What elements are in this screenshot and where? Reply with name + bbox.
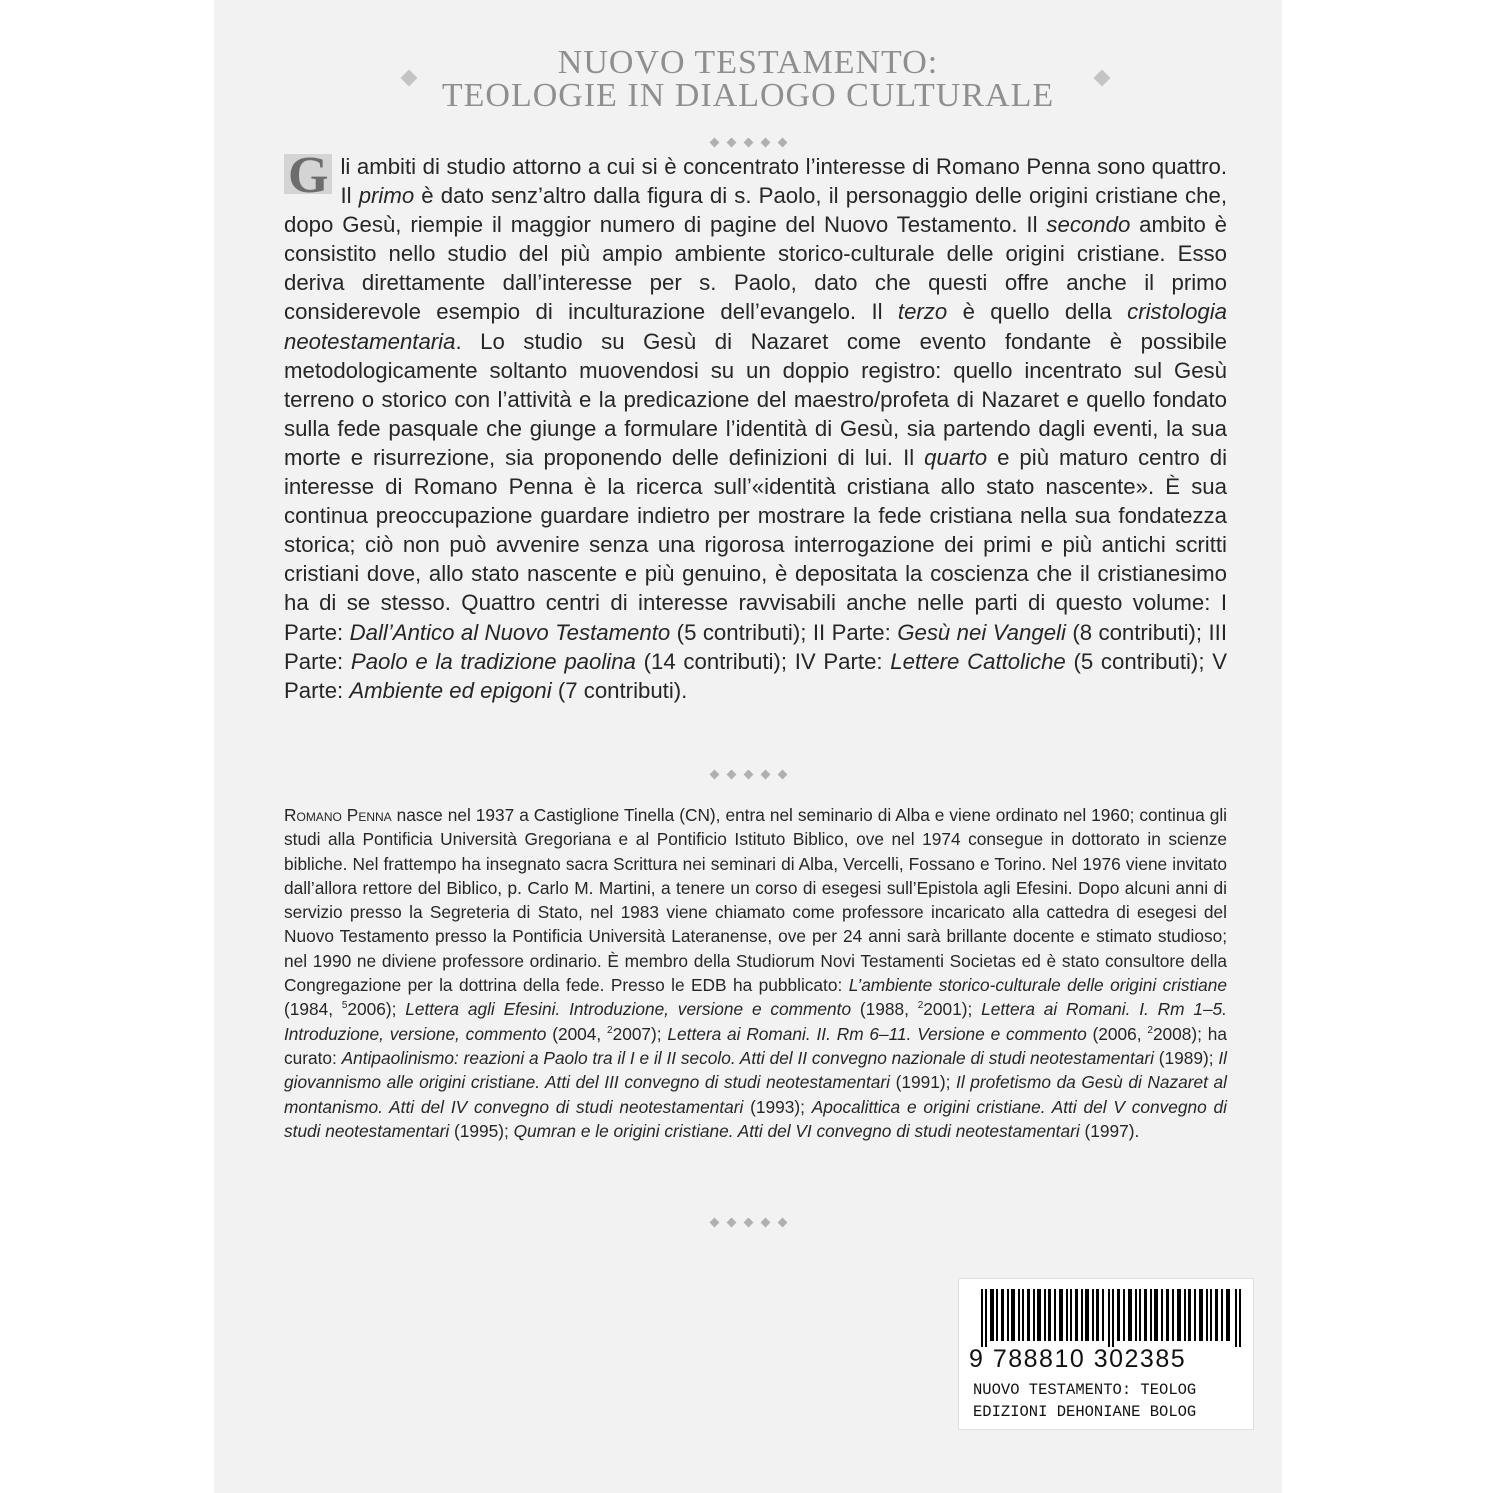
ornament-divider-middle [214, 767, 1282, 781]
ornament-divider-top [214, 135, 1282, 149]
title-line-1: NUOVO TESTAMENTO: [557, 44, 939, 81]
isbn-number: 9 788810 302385 [969, 1345, 1187, 1373]
label-publisher-line: EDIZIONI DEHONIANE BOLOG [973, 1403, 1197, 1421]
diamond-icon [709, 137, 719, 147]
diamond-icon [760, 137, 770, 147]
diamond-icon [709, 1217, 719, 1227]
barcode-sticker [958, 1278, 1254, 1430]
diamond-icon [726, 137, 736, 147]
ornament-divider-bottom [214, 1215, 1282, 1229]
barcode-icon [981, 1289, 1249, 1347]
diamond-icon [726, 1217, 736, 1227]
diamond-icon [777, 1217, 787, 1227]
label-title-line: NUOVO TESTAMENTO: TEOLOG [973, 1381, 1197, 1399]
diamond-icon [760, 1217, 770, 1227]
author-bio: Romano Penna nasce nel 1937 a Castiglione Tinella (CN), entra nel seminario di Alba e viene ordinato nel 1960; continua gli studi alla Pontificia Università Gregoriana e al Pontificio Istituto Biblico, ove nel 1974 consegue in dottorato in scienze bibliche. Nel frattempo ha insegnato sacra Scrittura nei seminari di Alba, Vercelli, Fossano e Torino. Nel 1976 viene invitato dall’allora rettore del Biblico, p. Carlo M. Martini, a tenere un corso di esegesi sull’Epistola agli Efesini. Dopo alcuni anni di servizio presso la Segreteria di Stato, nel 1983 viene chiamato come professore incaricato alla cattedra di esegesi del Nuovo Testamento presso la Pontificia Università Lateranense, ove per 24 anni sarà brillante docente e stimato studioso; nel 1990 ne diviene professore ordinario. È membro della Studiorum Novi Testamenti Societas ed è stato consultore della Congregazione per la dottrina della fede. Presso le EDB ha pubblicato: L’ambiente storico-culturale delle origini cristiane (1984, $^5$2006); Lettera agli Efesini. Introduzione, versione e commento (1988, $^2$2001); Lettera ai Romani. I. Rm 1–5. Introduzione, versione, commento (2004, $^2$2007); Lettera ai Romani. II. Rm 6–11. Versione e commento (2006, $^2$2008); ha curato: Antipaolinismo: reazioni a Paolo tra il I e il II secolo. Atti del II convegno nazionale di studi neotestamentari (1989); Il giovannismo alle origini cristiane. Atti del III convegno di studi neotestamentari (1991); Il profetismo da Gesù di Nazaret al montanismo. Atti del IV convegno di studi neotestamentari (1993); Apocalittica e origini cristiane. Atti del V convegno di studi neotestamentari (1995); Qumran e le origini cristiane. Atti del VI convegno di studi neotestamentari (1997). [284, 805, 1228, 1141]
diamond-icon [743, 137, 753, 147]
drop-cap: G [284, 154, 332, 194]
title-line-2: TEOLOGIE IN DIALOGO CULTURALE [441, 77, 1055, 114]
diamond-icon [777, 137, 787, 147]
diamond-icon [726, 769, 736, 779]
book-back-cover [214, 0, 1282, 1493]
intro-paragraph: G li ambiti di studio attorno a cui si è concentrato l’interesse di Romano Penna sono quattro. Il primo è dato senz’altro dalla figura di s. Paolo, il personaggio delle origini cristiane che, dopo Gesù, riempie il maggior numero di pagine del Nuovo Testamento. Il secondo ambito è consistito nello studio del più ampio ambiente storico-culturale delle origini cristiane. Esso deriva direttamente dall’interesse per s. Paolo, dato che questi offre anche il primo considerevole esempio di inculturazione dell’evangelo. Il terzo è quello della cristologia neotestamentaria. Lo studio su Gesù di Nazaret come evento fondante è possibile metodologicamente soltanto muovendosi su un doppio registro: quello incentrato sul Gesù terreno o storico con l’attività e la predicazione del maestro/profeta di Nazaret e quello fondato sulla fede pasquale che giunge a formulare l’identità di Gesù, sia partendo dagli eventi, la sua morte e risurrezione, sia proponendo delle definizioni di lui. Il quarto e più maturo centro di interesse di Romano Penna è la ricerca sull’«identità cristiana allo stato nascente». È sua continua preoccupazione guardare indietro per mostrare la fede cristiana nella sua fondatezza storica; ciò non può avvenire senza una rigorosa interrogazione dei primi e più antichi scritti cristiani dove, allo stato nascente e più genuino, è depositata la coscienza che il cristianesimo ha di se stesso. Quattro centri di interesse ravvisabili anche nelle parti di questo volume: I Parte: Dall’Antico al Nuovo Testamento (5 contributi); II Parte: Gesù nei Vangeli (8 contributi); III Parte: Paolo e la tradizione paolina (14 contributi); IV Parte: Lettere Cattoliche (5 contributi); V Parte: Ambiente ed epigoni (7 contributi). [284, 147, 1228, 703]
diamond-icon [777, 769, 787, 779]
diamond-icon [760, 769, 770, 779]
author-name: Romano Penna [284, 805, 392, 825]
diamond-icon [743, 1217, 753, 1227]
diamond-icon [709, 769, 719, 779]
diamond-icon [743, 769, 753, 779]
